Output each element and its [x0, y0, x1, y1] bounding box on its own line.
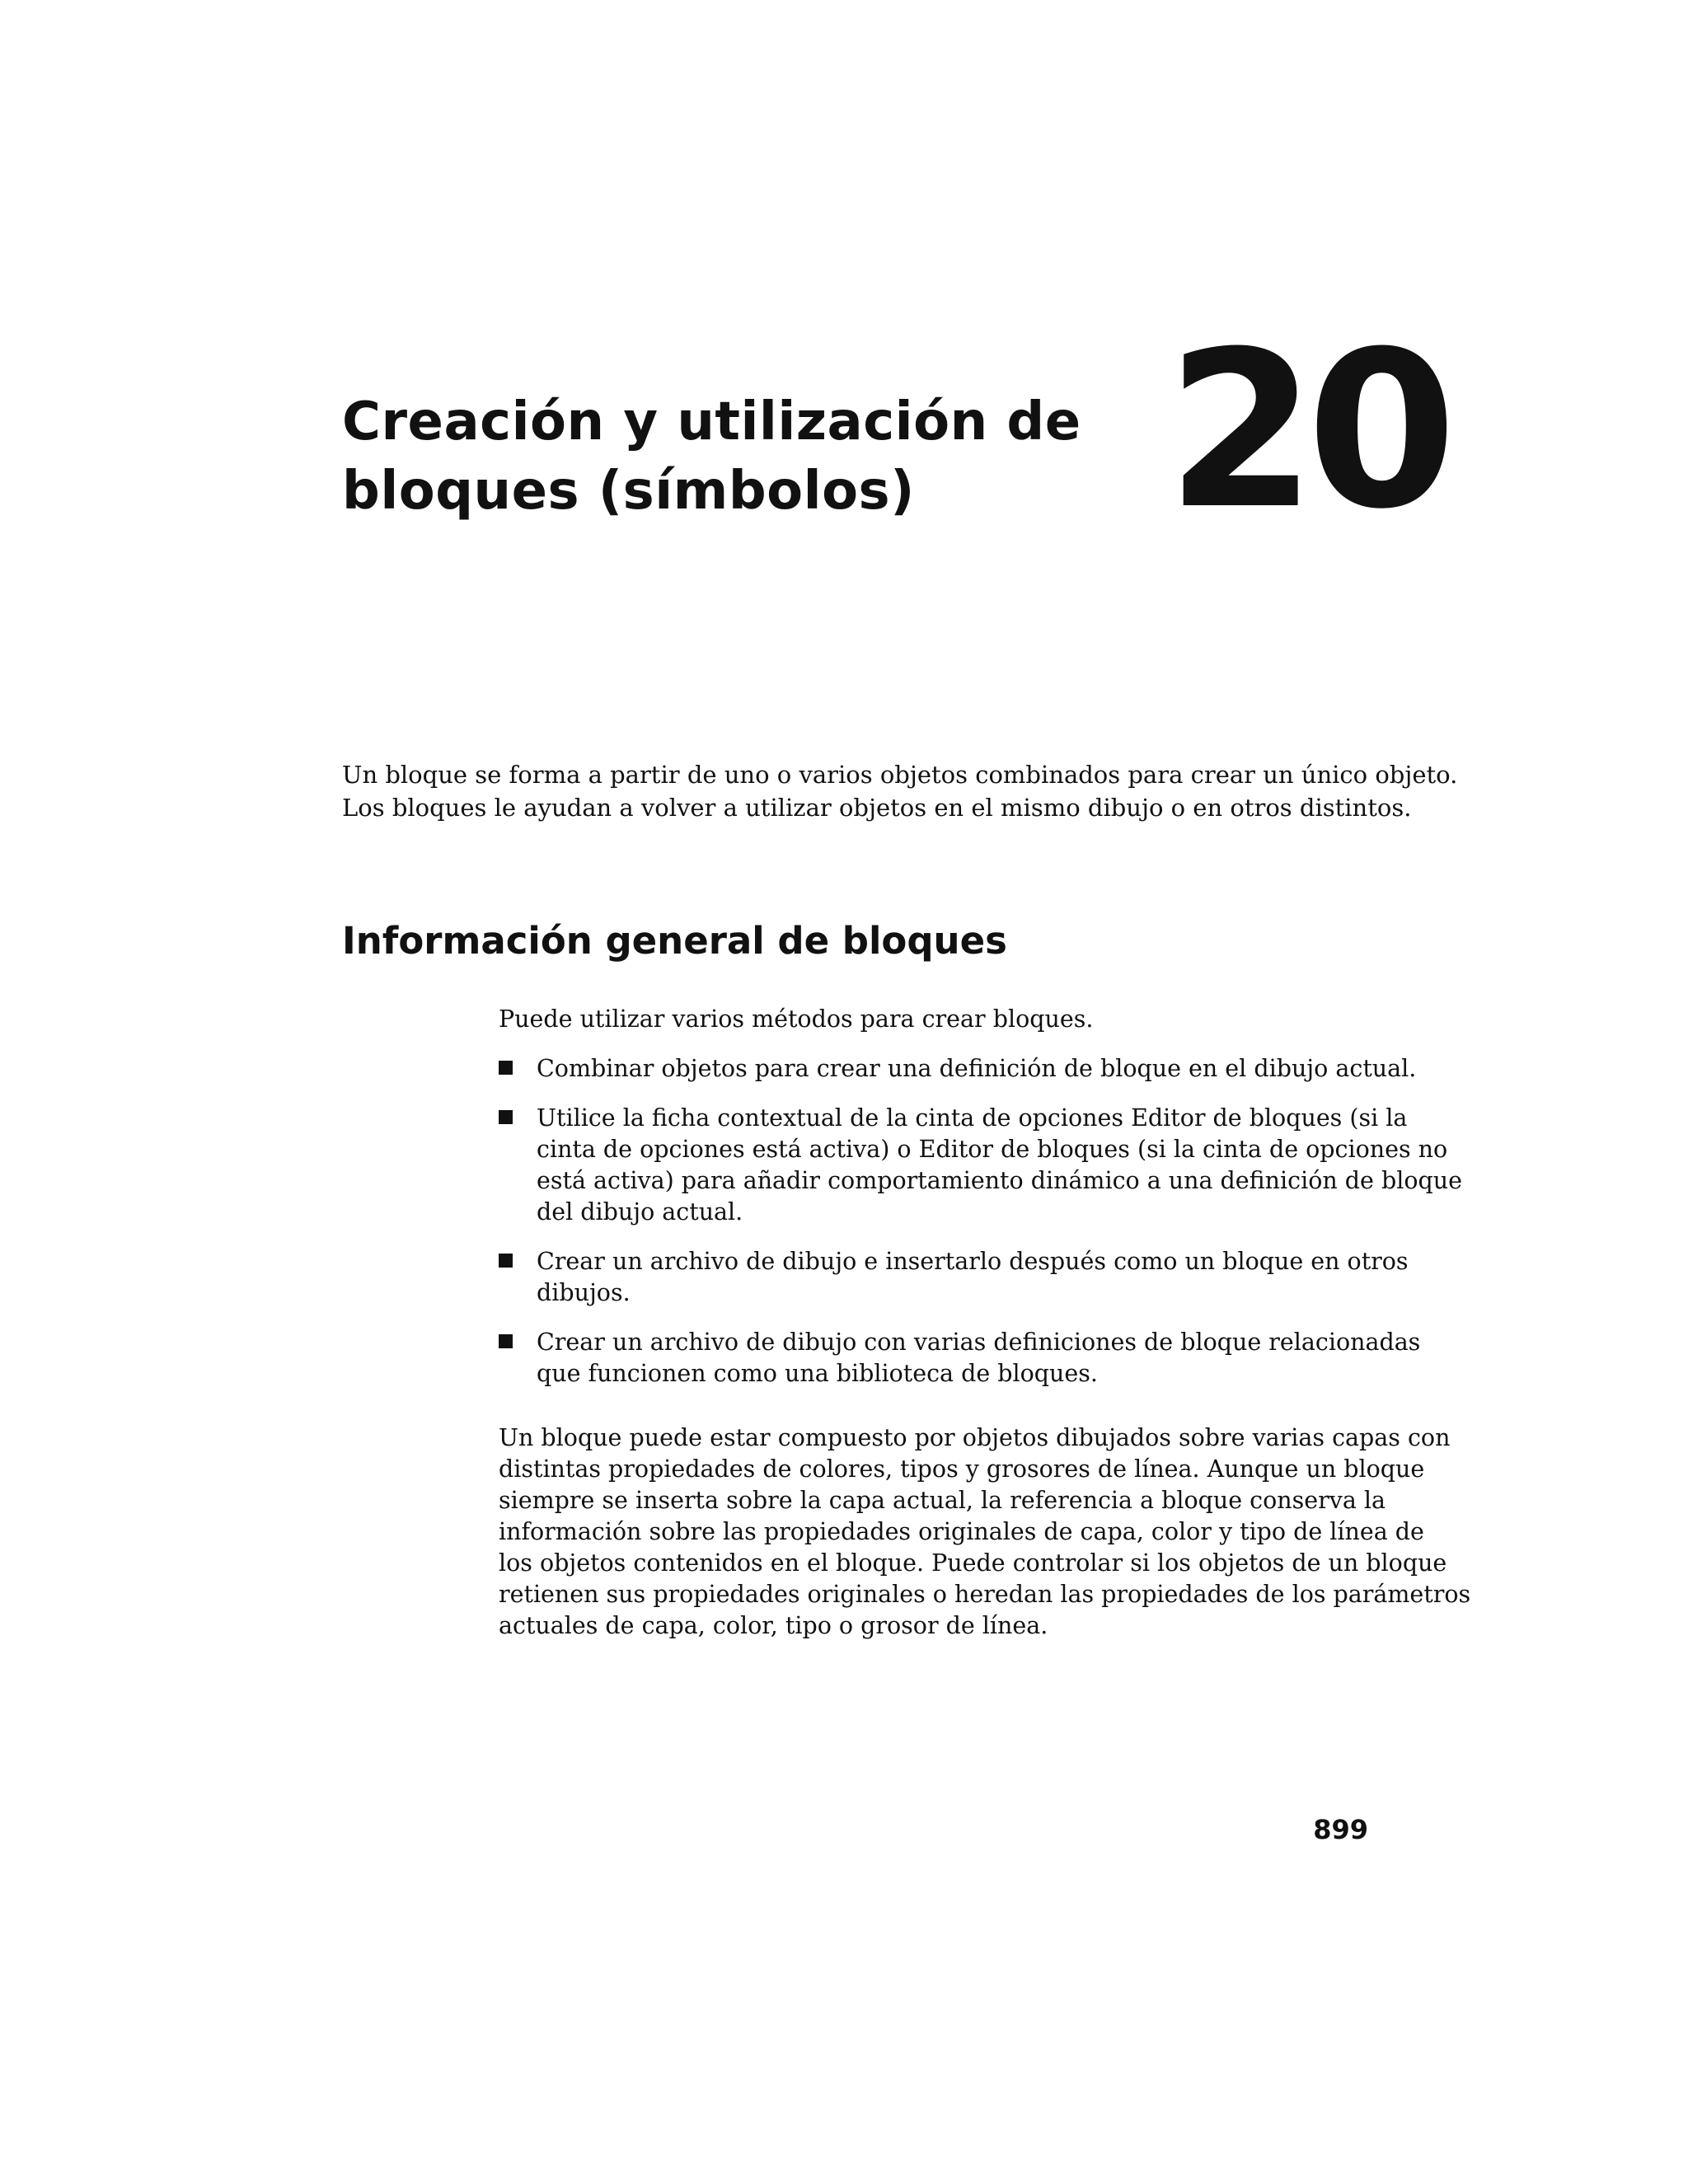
paragraph-line: información sobre las propiedades originales de capa, color y tipo de línea de [499, 1518, 1424, 1545]
paragraph-line: retienen sus propiedades originales o heredan las propiedades de los parámetros [499, 1581, 1471, 1608]
square-bullet-icon [499, 1061, 513, 1075]
bullet-list [499, 1053, 1462, 1390]
list-item-line: dibujos. [537, 1279, 631, 1306]
body-paragraph [499, 1422, 1471, 1642]
list-item [499, 1327, 1422, 1390]
chapter-title-line: Creación y utilización de [342, 391, 1081, 452]
page-number: 899 [1313, 1814, 1368, 1845]
paragraph-line: actuales de capa, color, tipo o grosor de línea. [499, 1612, 1048, 1639]
list-item-line: cinta de opciones está activa) o Editor de bloques (si la cinta de opciones no [537, 1136, 1448, 1163]
square-bullet-icon [499, 1334, 513, 1348]
paragraph-line: Un bloque puede estar compuesto por objetos dibujados sobre varias capas con [499, 1424, 1451, 1451]
square-bullet-icon [499, 1110, 513, 1124]
chapter-title-line: bloques (símbolos) [342, 461, 915, 522]
lead-text: Puede utilizar varios métodos para crear bloques. [499, 1005, 1094, 1033]
intro-line: Un bloque se forma a partir de uno o varios objetos combinados para crear un único objeto. [342, 761, 1458, 789]
paragraph-line: los objetos contenidos en el bloque. Puede controlar si los objetos de un bloque [499, 1549, 1447, 1577]
list-item-line: Crear un archivo de dibujo con varias definiciones de bloque relacionadas [537, 1329, 1421, 1356]
chapter-number: 20 [1166, 305, 1447, 556]
chapter-title [342, 387, 1166, 526]
list-item [499, 1246, 1422, 1309]
intro-line: Los bloques le ayudan a volver a utilizar objetos en el mismo dibujo o en otros distintos. [342, 794, 1412, 822]
list-item-line: Crear un archivo de dibujo e insertarlo después como un bloque en otros [537, 1248, 1409, 1275]
section-heading: Información general de bloques [342, 919, 1007, 963]
list-item-line: está activa) para añadir comportamiento dinámico a una definición de bloque [537, 1167, 1462, 1194]
paragraph-line: distintas propiedades de colores, tipos y grosores de línea. Aunque un bloque [499, 1455, 1425, 1483]
section-body [499, 1004, 1471, 1642]
list-item [499, 1053, 1422, 1085]
paragraph-line: siempre se inserta sobre la capa actual, la referencia a bloque conserva la [499, 1487, 1386, 1514]
list-item-line: del dibujo actual. [537, 1198, 743, 1226]
intro-paragraph [342, 758, 1458, 824]
list-item-line: Utilice la ficha contextual de la cinta de opciones Editor de bloques (si la [537, 1104, 1408, 1132]
list-item-line: que funcionen como una biblioteca de bloques. [537, 1360, 1098, 1387]
list-item [499, 1103, 1462, 1228]
square-bullet-icon [499, 1254, 513, 1268]
list-item-line: Combinar objetos para crear una definición de bloque en el dibujo actual. [537, 1055, 1417, 1082]
